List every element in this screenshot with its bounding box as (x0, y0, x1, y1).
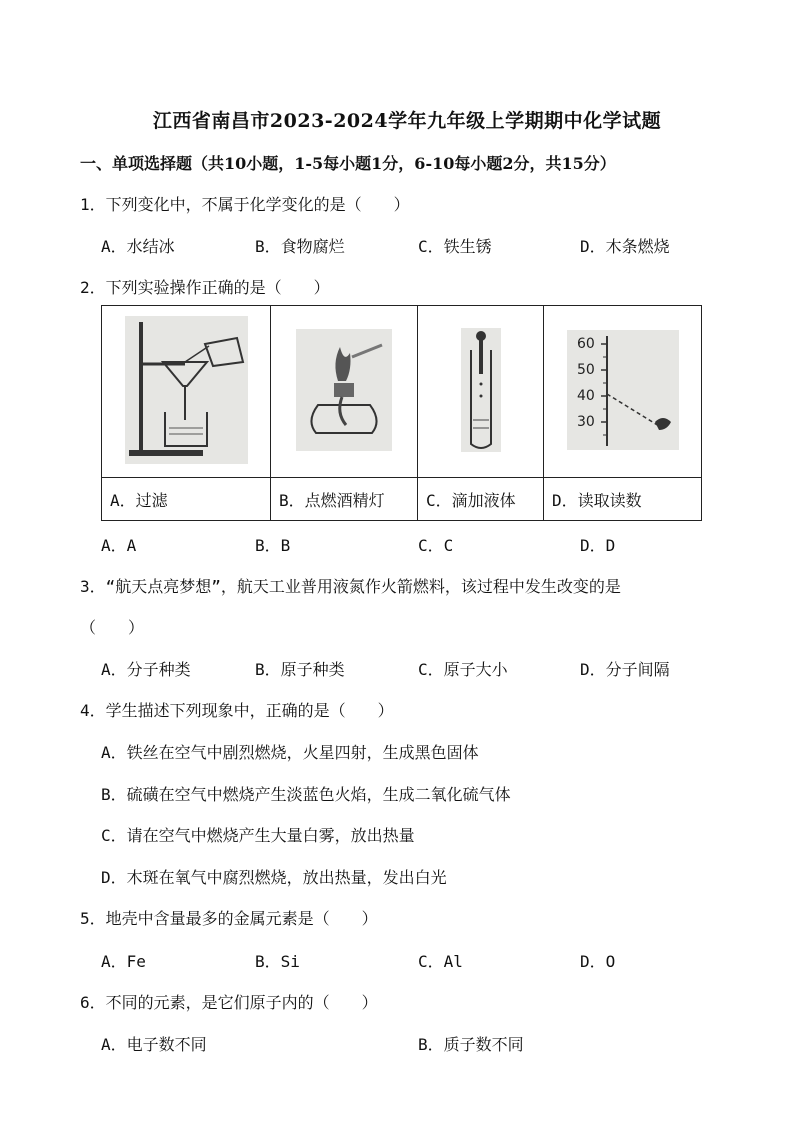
q4-option-b: B．硫磺在空气中燃烧产生淡蓝色火焰，生成二氧化硫气体 (101, 785, 511, 804)
q4-option-c: C．请在空气中燃烧产生大量白雾，放出热量 (101, 826, 415, 845)
q3-option-a: A．分子种类 (101, 660, 191, 679)
q2-option-c: C．C (418, 536, 454, 555)
q1-option-a: A．水结冰 (101, 237, 175, 256)
filtration-image (125, 316, 248, 464)
alcohol-lamp-image (296, 329, 392, 451)
question-2-stem: 2．下列实验操作正确的是（ ） (80, 278, 330, 297)
q4-option-a: A．铁丝在空气中剧烈燃烧，火星四射，生成黑色固体 (101, 743, 479, 762)
scale-label-30: 30 (576, 413, 595, 430)
q1-option-c: C．铁生锈 (418, 237, 492, 256)
dropper-image (461, 328, 501, 452)
q3-option-b: B．原子种类 (255, 660, 345, 679)
q3-option-d: D．分子间隔 (580, 660, 670, 679)
scale-label-50: 50 (576, 361, 595, 378)
q4-option-d: D．木斑在氧气中腐烈燃烧，放出热量，发出白光 (101, 868, 447, 887)
question-3-stem-continued: （ ） (80, 618, 145, 637)
caption-c: C．滴加液体 (418, 478, 544, 521)
cylinder-reading-cell (544, 306, 702, 478)
q5-option-c: C．Al (418, 952, 463, 971)
q2-option-d: D．D (580, 536, 616, 555)
page-title: 江西省南昌市2023-2024学年九年级上学期期中化学试题 (152, 110, 662, 132)
scale-label-40: 40 (576, 387, 595, 404)
scale-label-60: 60 (576, 335, 595, 352)
question-3-stem: 3．“航天点亮梦想”，航天工业普用液氮作火箭燃料，该过程中发生改变的是 (80, 577, 621, 596)
alcohol-lamp-cell (271, 306, 418, 478)
section-heading: 一、单项选择题（共10小题，1-5每小题1分，6-10每小题2分，共15分） (80, 154, 616, 173)
dropper-cell (418, 306, 544, 478)
q5-option-b: B．Si (255, 952, 300, 971)
q5-option-a: A．Fe (101, 952, 146, 971)
cylinder-image (567, 330, 679, 450)
q3-option-c: C．原子大小 (418, 660, 508, 679)
caption-d: D．读取读数 (544, 478, 702, 521)
question-6-stem: 6．不同的元素，是它们原子内的（ ） (80, 993, 378, 1012)
q1-option-d: D．木条燃烧 (580, 237, 670, 256)
caption-a: A．过滤 (102, 478, 271, 521)
question-4-stem: 4．学生描述下列现象中，正确的是（ ） (80, 701, 394, 720)
filtration-cell (102, 306, 271, 478)
q1-option-b: B．食物腐烂 (255, 237, 345, 256)
q2-option-b: B．B (255, 536, 291, 555)
question-1-stem: 1．下列变化中，不属于化学变化的是（ ） (80, 195, 410, 214)
q6-option-b: B．质子数不同 (418, 1035, 524, 1054)
question-5-stem: 5．地壳中含量最多的金属元素是（ ） (80, 909, 378, 928)
q2-option-a: A．A (101, 536, 137, 555)
caption-b: B．点燃酒精灯 (271, 478, 418, 521)
experiment-table (101, 305, 702, 521)
q5-option-d: D．O (580, 952, 616, 971)
q6-option-a: A．电子数不同 (101, 1035, 207, 1054)
